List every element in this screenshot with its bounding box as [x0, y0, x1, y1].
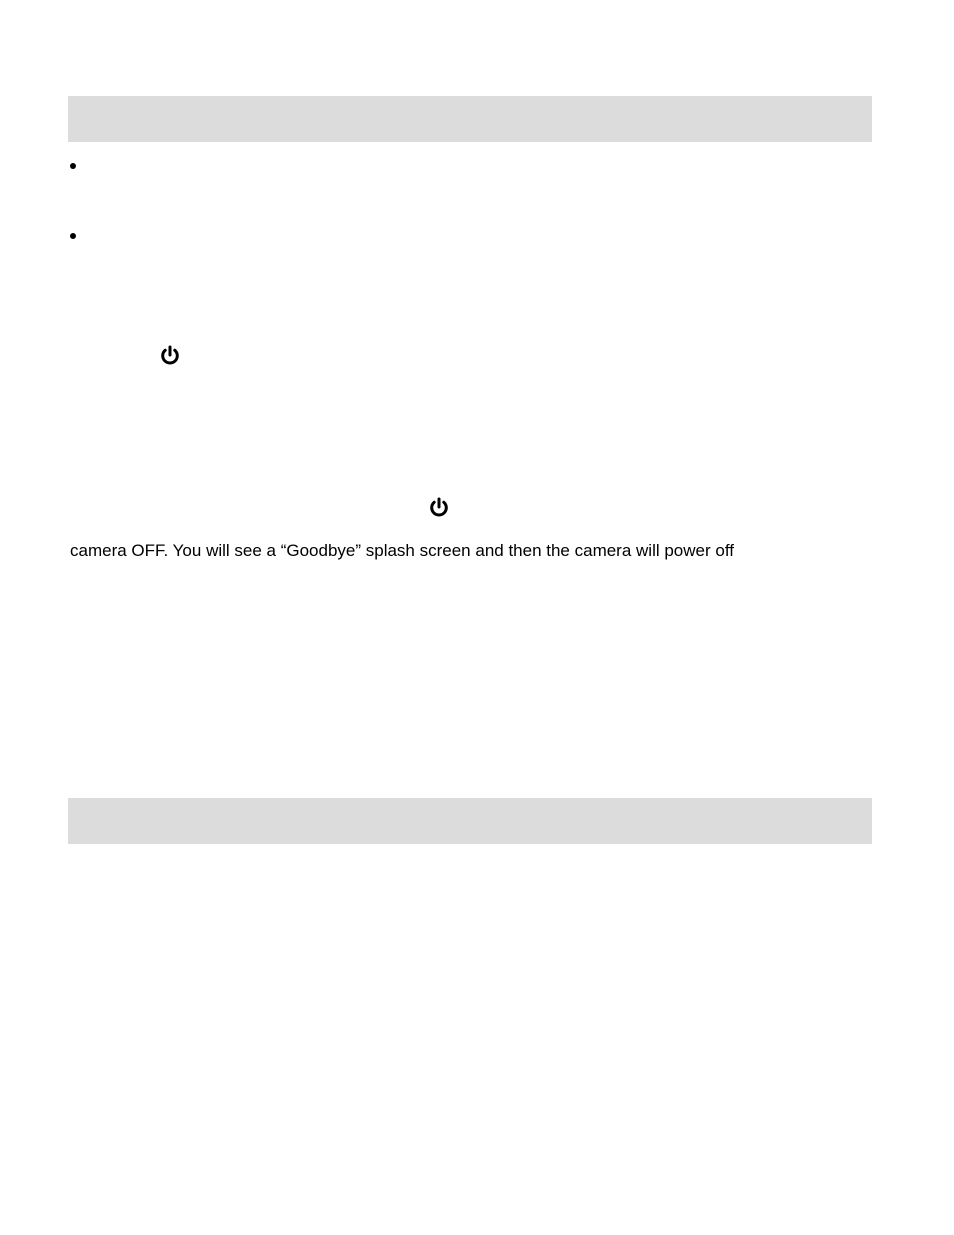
power-icon: [158, 344, 182, 368]
power-icon: [427, 496, 451, 520]
section-header-bar: [68, 798, 872, 844]
section-header-bar: [68, 96, 872, 142]
bullet-point: [70, 233, 78, 241]
bullet-point: [70, 163, 78, 171]
body-text-line: camera OFF. You will see a “Goodbye” splash screen and then the camera will power off: [70, 541, 734, 560]
